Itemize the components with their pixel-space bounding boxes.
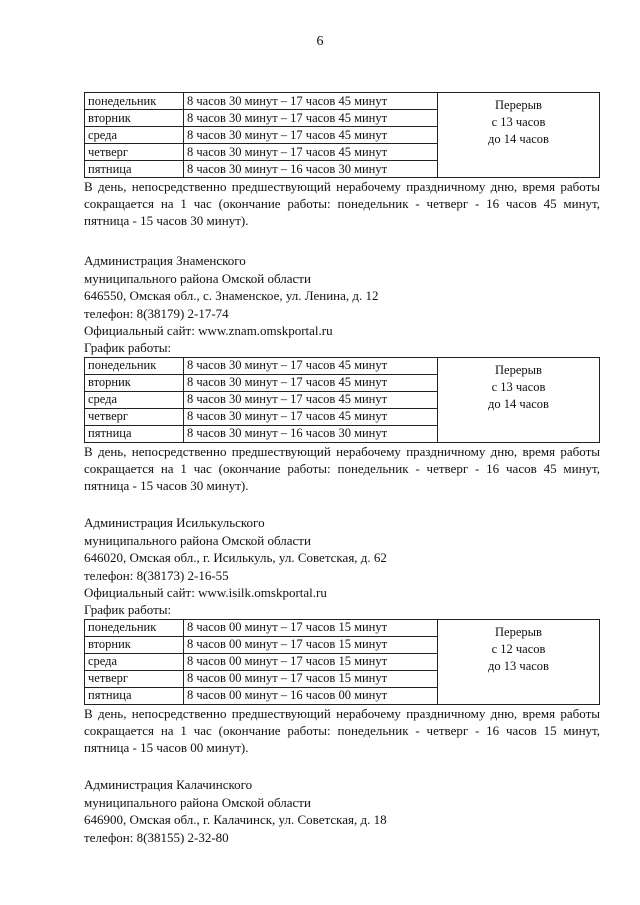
break-line: Перерыв [495,624,542,639]
org-name-line2: муниципального района Омской области [84,794,311,810]
hours-cell: 8 часов 30 минут – 16 часов 30 минут [184,425,438,442]
day-cell: четверг [85,670,184,687]
org-phone: телефон: 8(38173) 2-16-55 [84,567,229,583]
table-row [85,357,600,374]
shortened-day-note: В день, непосредственно предшествующий нерабочему праздничному дню, время работы сокращается на 1 час (окончание работы: понедельник - четверг - 16 часов 15 минут, пятница - 15 часов 00 минут). [84,705,600,755]
day-cell: понедельник [85,93,184,110]
table-row [85,619,600,636]
hours-cell: 8 часов 30 минут – 17 часов 45 минут [184,93,438,110]
break-line: до 14 часов [488,396,549,411]
day-cell: среда [85,127,184,144]
schedule-title: График работы: [84,340,172,355]
org-section-isilkulsky [84,514,600,602]
table-row [85,93,600,110]
hours-cell: 8 часов 30 минут – 17 часов 45 минут [184,127,438,144]
schedule-table [84,92,600,178]
org-details [84,514,600,602]
day-cell: вторник [85,110,184,127]
org-section-znamensky [84,252,600,340]
hours-cell: 8 часов 30 минут – 17 часов 45 минут [184,110,438,127]
hours-cell: 8 часов 30 минут – 17 часов 45 минут [184,391,438,408]
break-cell [438,93,600,178]
org-phone: телефон: 8(38179) 2-17-74 [84,305,229,321]
org-name-line2: муниципального района Омской области [84,532,311,548]
shortened-day-note: В день, непосредственно предшествующий нерабочему праздничному дню, время работы сокращается на 1 час (окончание работы: понедельник - четверг - 16 часов 45 минут, пятница - 15 часов 30 минут). [84,179,600,228]
day-cell: среда [85,391,184,408]
break-line: до 13 часов [488,658,549,673]
day-cell: четверг [85,144,184,161]
break-cell [438,357,600,442]
schedule-section-znamensky [84,339,600,494]
break-line: до 14 часов [488,132,549,146]
schedule-section-continued [84,92,600,229]
hours-cell: 8 часов 30 минут – 17 часов 45 минут [184,144,438,161]
org-phone: телефон: 8(38155) 2-32-80 [84,829,229,845]
hours-cell: 8 часов 00 минут – 17 часов 15 минут [184,653,438,670]
page-number: 6 [316,34,324,49]
org-address: 646550, Омская обл., с. Знаменское, ул. Ленина, д. 12 [84,288,379,303]
hours-cell: 8 часов 30 минут – 16 часов 30 минут [184,161,438,178]
hours-cell: 8 часов 00 минут – 17 часов 15 минут [184,636,438,653]
hours-cell: 8 часов 00 минут – 17 часов 15 минут [184,619,438,636]
org-name: Администрация Калачинского [84,777,253,792]
day-cell: вторник [85,636,184,653]
day-cell: понедельник [85,357,184,374]
day-cell: среда [85,653,184,670]
org-address: 646900, Омская обл., г. Калачинск, ул. Советская, д. 18 [84,812,387,827]
break-cell [438,619,600,704]
day-cell: вторник [85,374,184,391]
day-cell: пятница [85,425,184,442]
schedule-title: График работы: [84,602,172,617]
schedule-section-isilkulsky [84,601,600,756]
org-section-kalachinsky [84,776,600,846]
break-line: с 12 часов [491,641,546,656]
hours-cell: 8 часов 30 минут – 17 часов 45 минут [184,357,438,374]
schedule-table [84,619,600,705]
hours-cell: 8 часов 00 минут – 16 часов 00 минут [184,687,438,704]
org-details [84,776,600,846]
day-cell: пятница [85,687,184,704]
org-name: Администрация Знаменского [84,253,246,268]
break-line: с 13 часов [491,115,546,129]
hours-cell: 8 часов 00 минут – 17 часов 15 минут [184,670,438,687]
org-details [84,252,600,340]
org-website: Официальный сайт: www.isilk.omskportal.ru [84,585,327,600]
break-line: с 13 часов [491,379,546,394]
shortened-day-note: В день, непосредственно предшествующий нерабочему праздничному дню, время работы сокращается на 1 час (окончание работы: понедельник - четверг - 16 часов 45 минут, пятница - 15 часов 30 минут). [84,443,600,493]
schedule-table [84,357,600,443]
hours-cell: 8 часов 30 минут – 17 часов 45 минут [184,374,438,391]
day-cell: пятница [85,161,184,178]
org-name: Администрация Исилькульского [84,515,265,530]
break-line: Перерыв [495,362,542,377]
break-line: Перерыв [495,98,542,112]
org-website: Официальный сайт: www.znam.omskportal.ru [84,323,333,338]
org-name-line2: муниципального района Омской области [84,270,311,286]
day-cell: понедельник [85,619,184,636]
hours-cell: 8 часов 30 минут – 17 часов 45 минут [184,408,438,425]
org-address: 646020, Омская обл., г. Исилькуль, ул. Советская, д. 62 [84,550,387,565]
day-cell: четверг [85,408,184,425]
